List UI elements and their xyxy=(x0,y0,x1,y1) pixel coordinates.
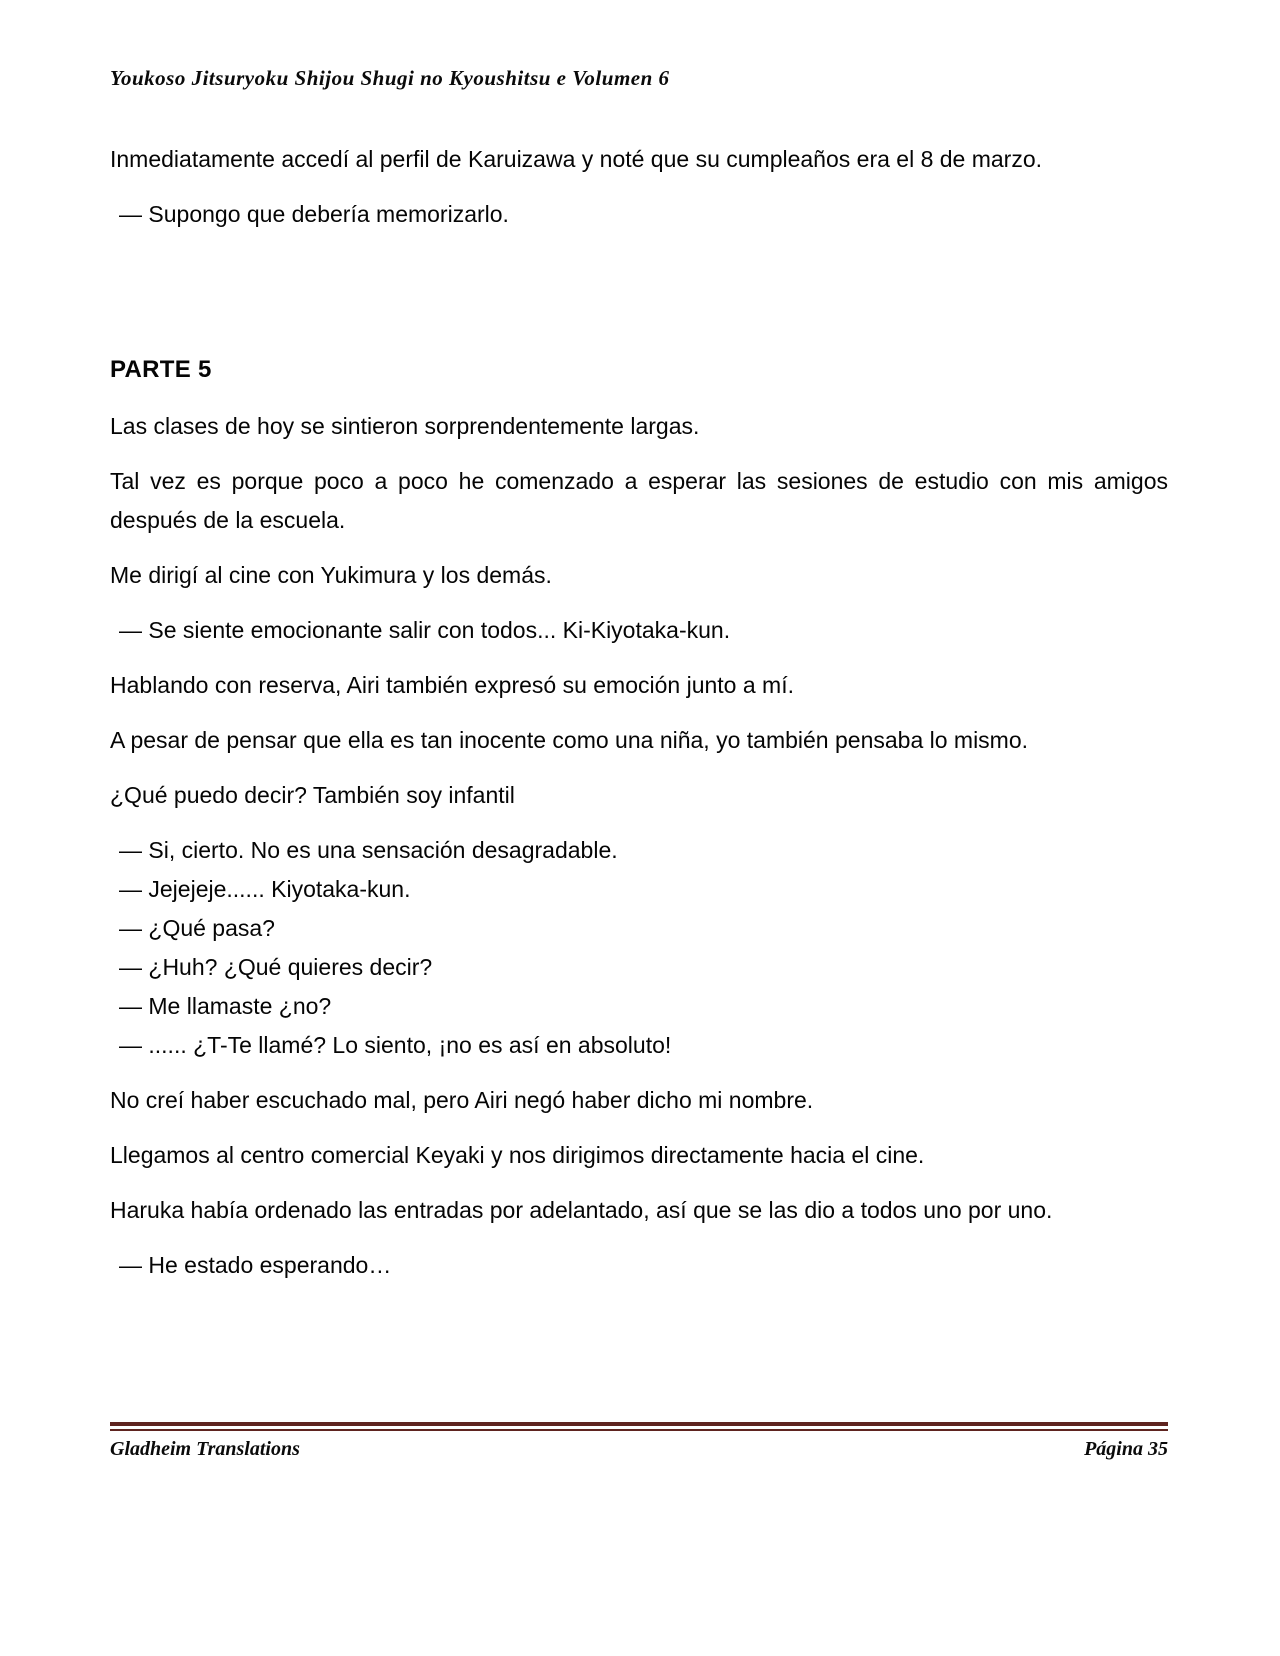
footer-page-number: Página 35 xyxy=(1084,1438,1168,1460)
document-header-title: Youkoso Jitsuryoku Shijou Shugi no Kyoushitsu e Volumen 6 xyxy=(110,66,670,90)
paragraph: No creí haber escuchado mal, pero Airi negó haber dicho mi nombre. xyxy=(110,1087,814,1113)
dialogue-paragraph: — Se siente emocionante salir con todos... Ki-Kiyotaka-kun. xyxy=(119,617,731,643)
paragraph: Inmediatamente accedí al perfil de Karuizawa y noté que su cumpleaños era el 8 de marzo. xyxy=(110,146,1043,172)
dialogue-paragraph: — Supongo que debería memorizarlo. xyxy=(119,201,509,227)
document-body xyxy=(110,140,1168,1301)
dialogue-line: — ¿Huh? ¿Qué quieres decir? xyxy=(119,954,433,980)
footer-text-row xyxy=(110,1438,1168,1461)
paragraph: Tal vez es porque poco a poco he comenzado a esperar las sesiones de estudio con mis amigos después de la escuela. xyxy=(110,468,1168,533)
paragraph: Las clases de hoy se sintieron sorprendentemente largas. xyxy=(110,413,700,439)
paragraph: Haruka había ordenado las entradas por adelantado, así que se las dio a todos uno por uno. xyxy=(110,1197,1053,1223)
paragraph: A pesar de pensar que ella es tan inocente como una niña, yo también pensaba lo mismo. xyxy=(110,727,1029,753)
dialogue-line: — ¿Qué pasa? xyxy=(119,915,275,941)
dialogue-line: — ...... ¿T-Te llamé? Lo siento, ¡no es así en absoluto! xyxy=(119,1032,672,1058)
document-footer xyxy=(110,1422,1168,1461)
dialogue-line: — Si, cierto. No es una sensación desagradable. xyxy=(119,837,618,863)
footer-translator-credit: Gladheim Translations xyxy=(110,1438,300,1460)
dialogue-group xyxy=(110,831,1168,1065)
paragraph: Llegamos al centro comercial Keyaki y nos dirigimos directamente hacia el cine. xyxy=(110,1142,925,1168)
dialogue-line: — Jejejeje...... Kiyotaka-kun. xyxy=(119,876,411,902)
paragraph: Hablando con reserva, Airi también expresó su emoción junto a mí. xyxy=(110,672,794,698)
dialogue-line: — Me llamaste ¿no? xyxy=(119,993,332,1019)
paragraph: Me dirigí al cine con Yukimura y los demás. xyxy=(110,562,552,588)
paragraph: ¿Qué puedo decir? También soy infantil xyxy=(110,782,515,808)
section-heading: PARTE 5 xyxy=(110,356,212,383)
footer-rule xyxy=(110,1422,1168,1431)
dialogue-paragraph: — He estado esperando… xyxy=(119,1252,392,1278)
blank-space xyxy=(110,250,1168,350)
